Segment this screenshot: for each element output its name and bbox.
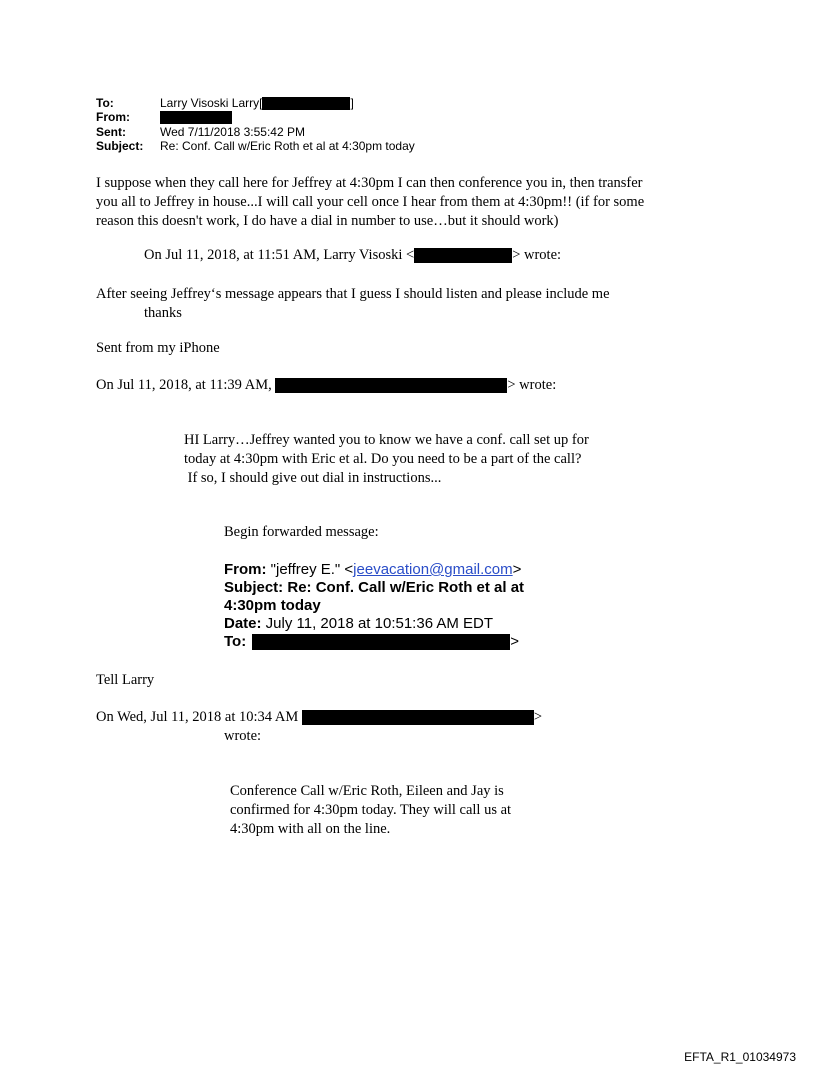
subject-row <box>96 139 546 153</box>
message-paragraph <box>184 431 589 488</box>
to-row <box>96 96 496 110</box>
text-line: thanks <box>144 305 182 321</box>
text-line: 4:30pm with all on the line. <box>230 821 391 837</box>
quote-attribution <box>96 708 542 727</box>
text-line: I suppose when they call here for Jeffrey at 4:30pm I can then conference you in, then transfer <box>96 175 643 191</box>
quote-prefix: On Jul 11, 2018, at 11:39 AM, <box>96 377 276 393</box>
text-line: After seeing Jeffrey‘s message appears that I guess I should listen and please include me <box>96 286 610 302</box>
message-paragraph <box>96 174 644 231</box>
message-paragraph: Tell Larry <box>96 672 155 688</box>
message-paragraph <box>96 285 610 323</box>
text-line: you all to Jeffrey in house...I will call your cell once I hear from them at 4:30pm!! (if for some <box>96 194 645 210</box>
quote-suffix: > <box>533 709 543 725</box>
fwd-date-value: July 11, 2018 at 10:51:36 AM EDT <box>261 615 494 632</box>
text-line: HI Larry…Jeffrey wanted you to know we have a conf. call set up for <box>184 432 589 448</box>
quote-attribution <box>144 246 561 265</box>
text-line: confirmed for 4:30pm today. They will call us at <box>230 802 512 818</box>
fwd-subject-row-2 <box>224 597 524 615</box>
redaction-bar <box>275 378 507 393</box>
text-line: today at 4:30pm with Eric et al. Do you need to be a part of the call? <box>184 451 582 467</box>
fwd-subject-value: Re: Conf. Call w/Eric Roth et al at <box>283 579 525 596</box>
text-line: reason this doesn't work, I do have a dial in number to use…but it should work) <box>96 213 559 229</box>
to-label: To: <box>96 96 114 110</box>
signature: Sent from my iPhone <box>96 340 220 356</box>
redaction-bar <box>262 97 350 110</box>
email-link[interactable]: jeevacation@gmail.com <box>353 561 513 578</box>
to-value-wrap <box>160 96 354 110</box>
message-paragraph <box>230 782 511 839</box>
quote-suffix: > wrote: <box>507 377 557 393</box>
from-label: From: <box>96 110 130 124</box>
redaction-bar <box>160 111 232 124</box>
fwd-date-row <box>224 615 524 633</box>
quote-wrote: wrote: <box>224 728 262 744</box>
redaction-bar <box>302 710 534 725</box>
from-value-wrap <box>160 110 232 124</box>
fwd-from-close: > <box>512 561 522 578</box>
email-header <box>96 96 596 156</box>
text-line: Conference Call w/Eric Roth, Eileen and Jay is <box>230 783 504 799</box>
fwd-from-name: "jeffrey E." < <box>266 561 354 578</box>
quote-attribution <box>96 376 556 395</box>
fwd-to-row <box>224 633 524 651</box>
forwarded-heading: Begin forwarded message: <box>224 524 379 540</box>
from-row <box>96 110 496 124</box>
fwd-to-close: > <box>510 633 519 650</box>
redaction-bar <box>414 248 512 263</box>
fwd-subject-label: Subject: <box>224 579 284 596</box>
sent-label: Sent: <box>96 125 126 139</box>
redaction-bar <box>252 634 510 650</box>
quote-prefix: On Wed, Jul 11, 2018 at 10:34 AM <box>96 709 302 725</box>
fwd-date-label: Date: <box>224 615 262 632</box>
sent-row <box>96 125 496 139</box>
text-line: If so, I should give out dial in instructions... <box>184 470 442 486</box>
fwd-subject-value-cont: 4:30pm today <box>224 597 321 614</box>
fwd-from-row <box>224 561 524 579</box>
to-close: ] <box>350 96 354 110</box>
fwd-from-label: From: <box>224 561 267 578</box>
quote-suffix: > wrote: <box>512 247 562 263</box>
document-id: EFTA_R1_01034973 <box>684 1050 796 1064</box>
subject-label: Subject: <box>96 139 144 153</box>
fwd-subject-row <box>224 579 524 597</box>
quote-prefix: On Jul 11, 2018, at 11:51 AM, Larry Visoski < <box>144 247 415 263</box>
to-value: Larry Visoski Larry[ <box>160 96 263 110</box>
forwarded-header <box>224 561 524 651</box>
sent-value: Wed 7/11/2018 3:55:42 PM <box>160 125 305 139</box>
subject-value: Re: Conf. Call w/Eric Roth et al at 4:30pm today <box>160 139 415 153</box>
fwd-to-label: To: <box>224 633 247 650</box>
